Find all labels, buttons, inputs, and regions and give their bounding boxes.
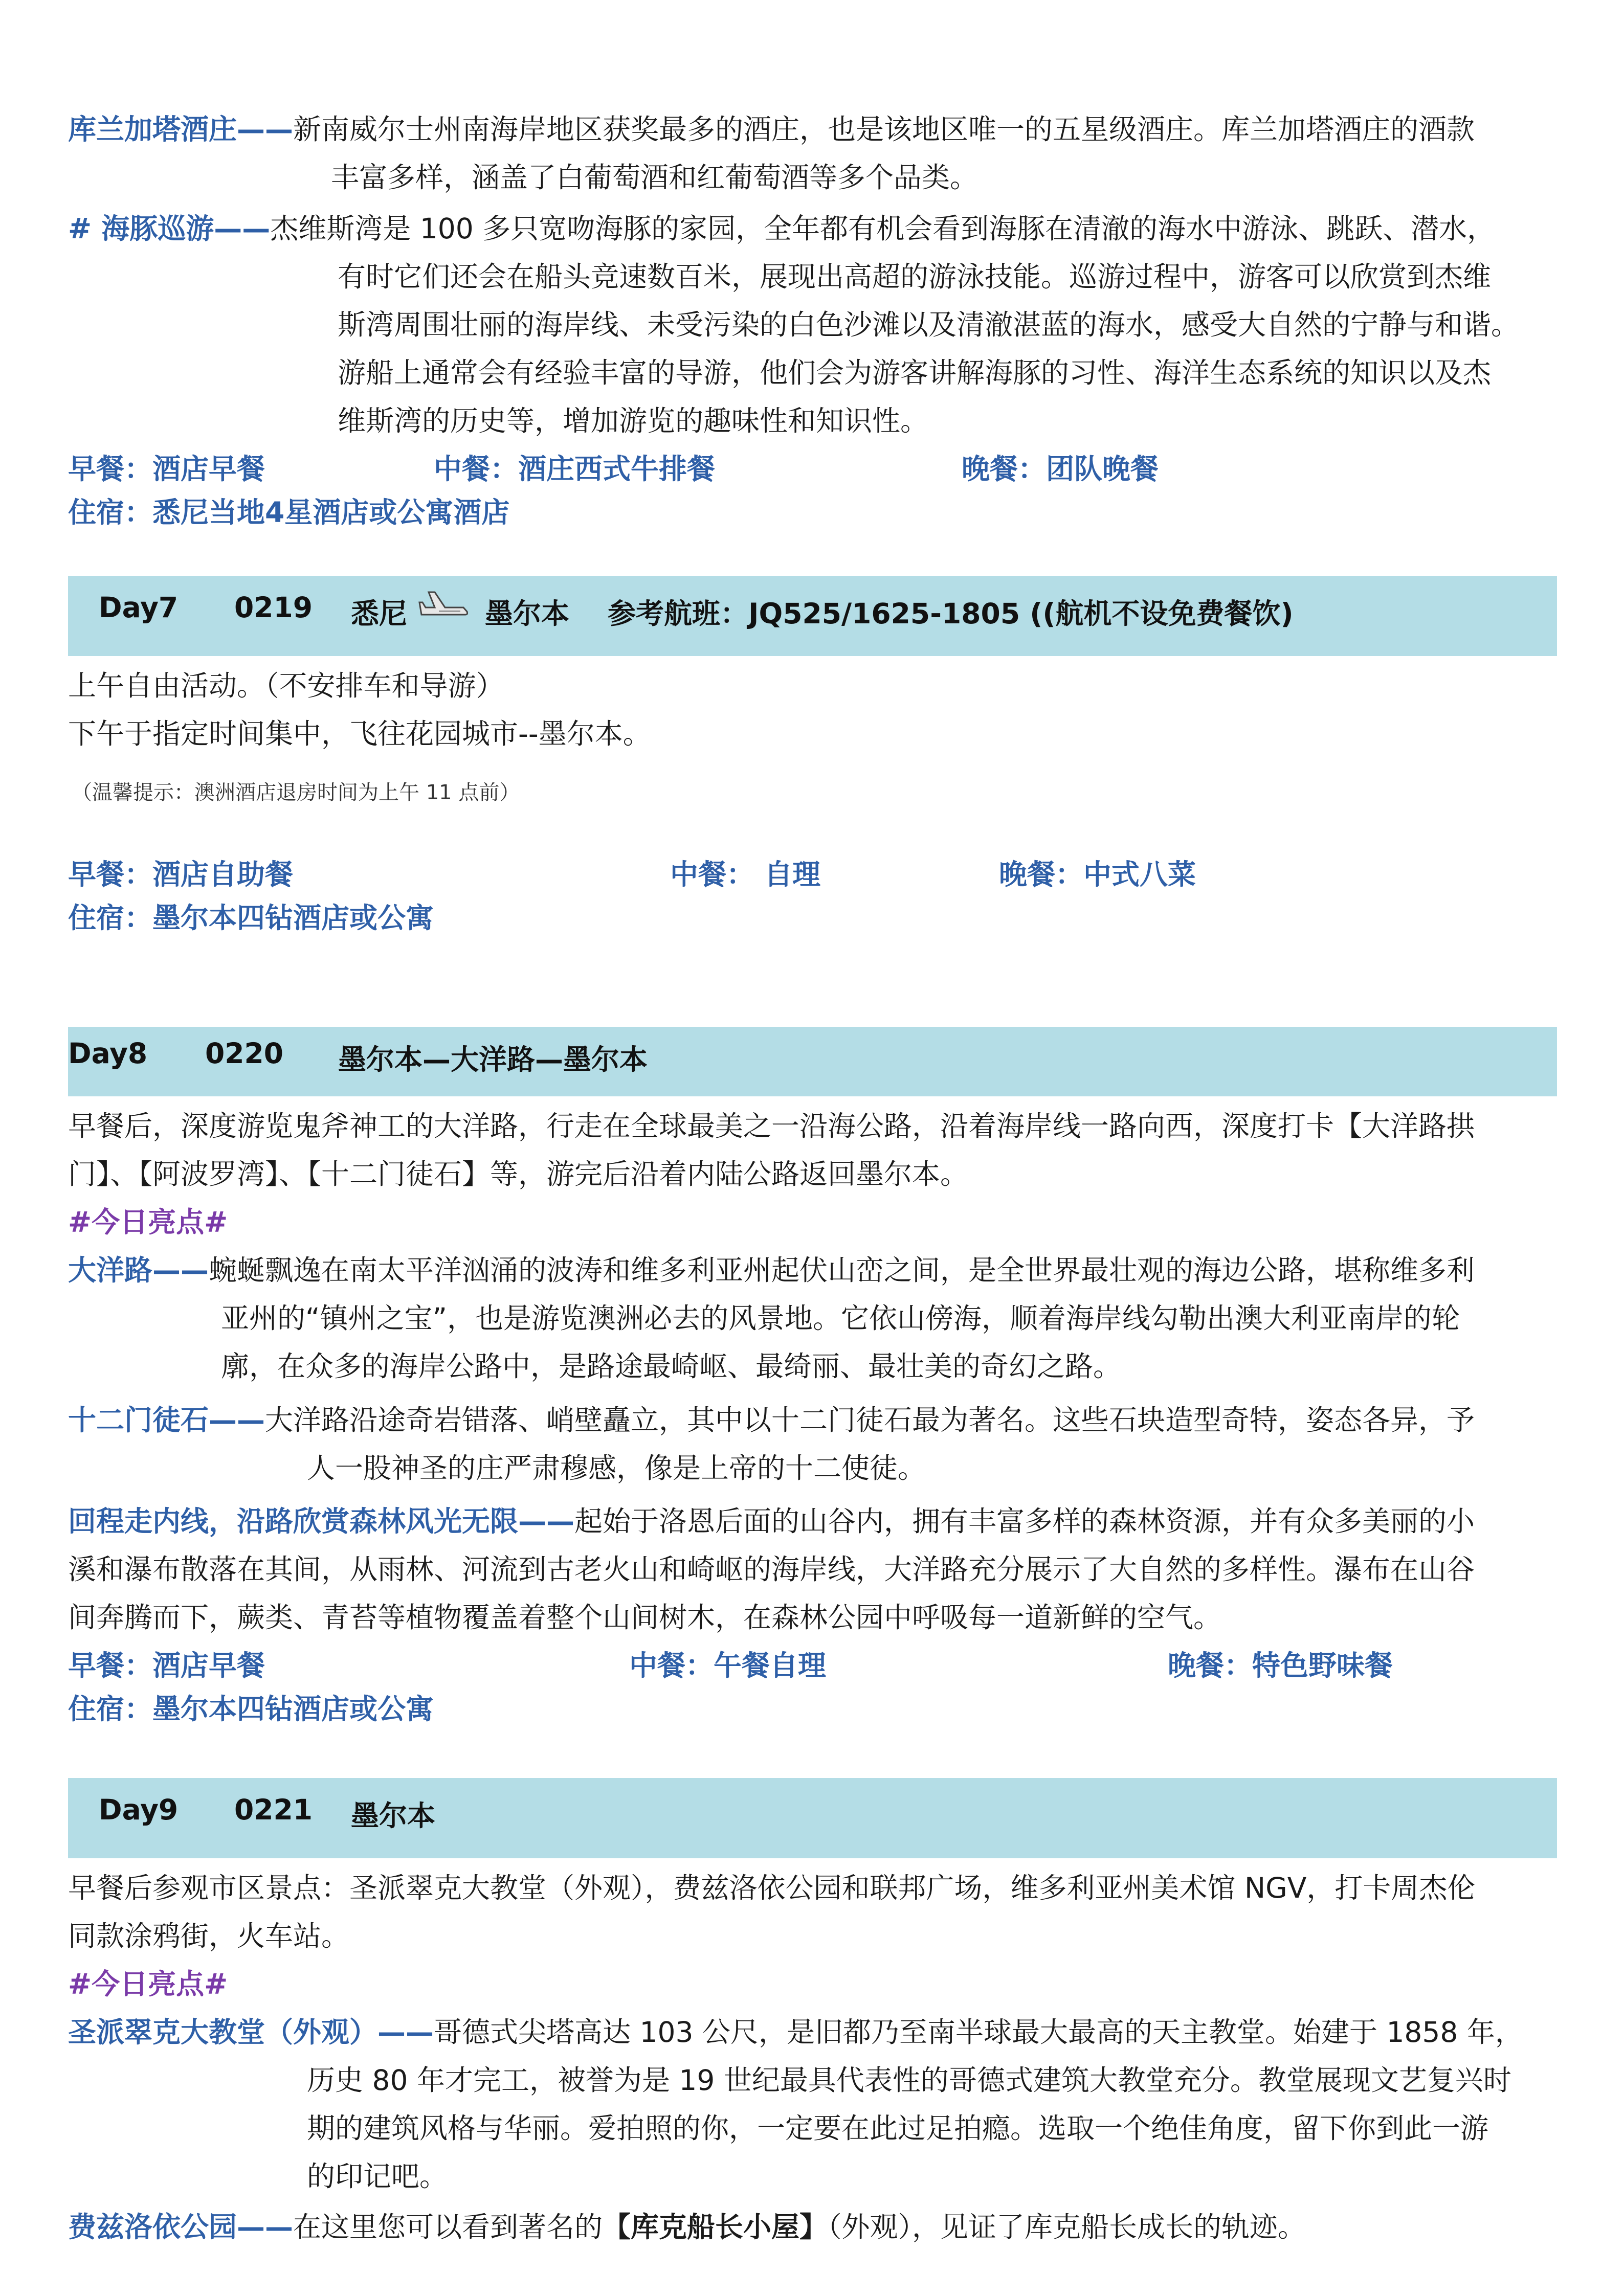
dolphin-text-0: 杰维斯湾是 100 多只宽吻海豚的家园，全年都有机会看到海豚在清澈的海水中游泳、跳跃、潜水， (270, 212, 1496, 245)
day7-breakfast: 早餐：酒店自助餐 (68, 858, 294, 891)
return-text1: 起始于洛恩后面的山谷内，拥有丰富多样的森林资源，并有众多美丽的小 (574, 1505, 1475, 1538)
gor-text3: 廓，在众多的海岸公路中，是路途最崎岖、最绮丽、最壮美的奇幻之路。 (221, 1350, 1122, 1383)
day8-stay: 住宿：墨尔本四钻酒店或公寓 (68, 1693, 434, 1725)
day9-intro2: 同款涂鸦街，火车站。 (68, 1920, 350, 1952)
dolphin-text-1: 有时它们还会在船头竞速数百米，展现出高超的游泳技能。巡游过程中，游客可以欣赏到杰维 (338, 260, 1492, 293)
day8-header-bar (68, 1027, 1557, 1096)
park-label: 费兹洛依公园—— (68, 2211, 294, 2243)
dolphin-text-4: 维斯湾的历史等，增加游览的趣味性和知识性。 (338, 404, 929, 437)
day7-to: 墨尔本 (485, 597, 570, 630)
day8-dinner: 晚餐：特色野味餐 (1168, 1649, 1393, 1682)
park-line (68, 2203, 1306, 2251)
day6-breakfast: 早餐：酒店早餐 (68, 453, 265, 485)
day7-date: 0219 (234, 591, 313, 624)
park-post: （外观），见证了库克船长成长的轨迹。 (828, 2211, 1306, 2243)
day8-breakfast: 早餐：酒店早餐 (68, 1649, 265, 1682)
gor-text2: 亚州的“镇州之宝”，也是游览澳洲必去的风景地。它依山傍海，顺着海岸线勾勒出澳大利亚南岸的轮 (221, 1302, 1460, 1335)
kulan-line1 (68, 105, 1475, 153)
day9-city: 墨尔本 (351, 1799, 436, 1832)
apostles-line1 (68, 1396, 1475, 1444)
apostles-text1: 大洋路沿途奇岩错落、峭壁矗立，其中以十二门徒石最为著名。这些石块造型奇特，姿态各异，予 (265, 1404, 1475, 1436)
dolphin-label: # 海豚巡游—— (68, 212, 271, 245)
park-bold: 【库克船长小屋】 (603, 2211, 828, 2243)
day8-route: 墨尔本—大洋路—墨尔本 (338, 1043, 648, 1076)
day8-intro2: 门】、【阿波罗湾】、【十二门徒石】等，游完后沿着内陆公路返回墨尔本。 (68, 1158, 969, 1190)
day8-intro1: 早餐后，深度游览鬼斧神工的大洋路，行走在全球最美之一沿海公路，沿着海岸线一路向西，深度打卡【大洋路拱 (68, 1110, 1475, 1142)
day7-dinner: 晚餐：中式八菜 (999, 858, 1196, 891)
day7-lunch: 中餐： 自理 (670, 858, 821, 891)
day9-day: Day9 (99, 1793, 179, 1826)
apostles-label: 十二门徒石—— (68, 1404, 265, 1436)
day8-day: Day8 (68, 1037, 148, 1070)
return-text3: 间奔腾而下，蕨类、青苔等植物覆盖着整个山间树木，在森林公园中呼吸每一道新鲜的空气。 (68, 1601, 1222, 1634)
day6-stay: 住宿：悉尼当地4星酒店或公寓酒店 (68, 496, 510, 529)
day7-line1: 上午自由活动。（不安排车和导游） (68, 669, 504, 702)
kulan-label: 库兰加塔酒庄—— (68, 113, 294, 146)
dolphin-text-3: 游船上通常会有经验丰富的导游，他们会为游客讲解海豚的习性、海洋生态系统的知识以及杰 (338, 356, 1492, 389)
day6-lunch: 中餐：酒庄西式牛排餐 (434, 453, 716, 485)
park-pre: 在这里您可以看到著名的 (293, 2211, 603, 2243)
airplane-icon (418, 587, 470, 624)
return-label: 回程走内线，沿路欣赏森林风光无限—— (68, 1505, 575, 1538)
day9-highlight: #今日亮点# (68, 1968, 228, 2000)
day9-date: 0221 (234, 1793, 313, 1826)
day7-flight: 参考航班：JQ525/1625-1805 ((航机不设免费餐饮) (608, 597, 1294, 630)
return-text2: 溪和瀑布散落在其间，从雨林、河流到古老火山和崎岖的海岸线，大洋路充分展示了大自然的多样性。瀑布在山谷 (68, 1553, 1475, 1586)
kulan-text1: 新南威尔士州南海岸地区获奖最多的酒庄，也是该地区唯一的五星级酒庄。库兰加塔酒庄的酒款 (293, 113, 1475, 146)
day7-from: 悉尼 (351, 597, 408, 630)
gor-text1: 蜿蜒飘逸在南太平洋汹涌的波涛和维多利亚州起伏山峦之间，是全世界最壮观的海边公路，堪称维多利 (209, 1254, 1475, 1287)
cathedral-line1 (68, 2008, 1523, 2056)
day8-lunch: 中餐：午餐自理 (629, 1649, 827, 1682)
day7-note: （温馨提示：澳洲酒店退房时间为上午 11 点前） (72, 781, 520, 804)
kulan-text2: 丰富多样，涵盖了白葡萄酒和红葡萄酒等多个品类。 (331, 161, 978, 194)
gor-label: 大洋路—— (68, 1254, 209, 1287)
day7-day: Day7 (99, 591, 179, 624)
cathedral-text1: 哥德式尖塔高达 103 公尺，是旧都乃至南半球最大最高的天主教堂。始建于 1858 年， (434, 2016, 1523, 2049)
dolphin-text-2: 斯湾周围壮丽的海岸线、未受污染的白色沙滩以及清澈湛蓝的海水，感受大自然的宁静与和谐。 (338, 308, 1520, 341)
day9-header-bar (68, 1778, 1557, 1858)
cathedral-text2: 历史 80 年才完工，被誉为是 19 世纪最具代表性的哥德式建筑大教堂充分。教堂展现文艺复兴时 (307, 2064, 1511, 2097)
dolphin-line1 (68, 205, 1495, 253)
day8-date: 0220 (205, 1037, 284, 1070)
day9-intro1: 早餐后参观市区景点：圣派翠克大教堂（外观），费兹洛依公园和联邦广场，维多利亚州美术馆 NGV，打卡周杰伦 (68, 1872, 1476, 1904)
apostles-text2: 人一股神圣的庄严肃穆感，像是上帝的十二使徒。 (307, 1452, 926, 1484)
day7-header-bar (68, 576, 1557, 656)
cathedral-text3: 期的建筑风格与华丽。爱拍照的你，一定要在此过足拍瘾。选取一个绝佳角度，留下你到此一游 (307, 2112, 1489, 2145)
cathedral-text4: 的印记吧。 (307, 2160, 448, 2193)
cathedral-label: 圣派翠克大教堂（外观）—— (68, 2016, 434, 2049)
return-line1 (68, 1497, 1475, 1545)
day7-line2: 下午于指定时间集中，飞往花园城市--墨尔本。 (68, 717, 651, 750)
day7-stay: 住宿：墨尔本四钻酒店或公寓 (68, 902, 434, 934)
day8-highlight: #今日亮点# (68, 1206, 228, 1239)
day6-dinner: 晚餐：团队晚餐 (962, 453, 1159, 485)
gor-line1 (68, 1246, 1475, 1294)
